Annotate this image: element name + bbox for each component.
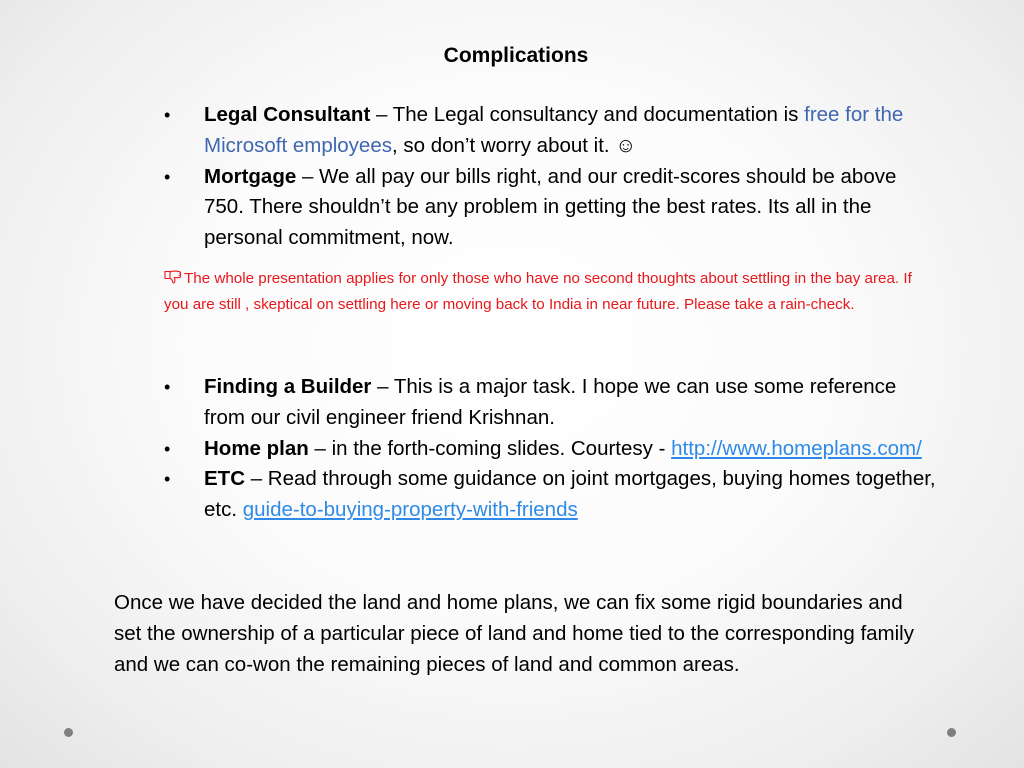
slide-corner-dot-left <box>64 728 73 737</box>
bullet-marker: • <box>164 105 171 125</box>
bullet-marker: • <box>164 166 171 187</box>
thumbs-down-icon <box>164 270 182 284</box>
bullet-term: Finding a Builder <box>204 375 372 398</box>
warning-note <box>164 266 924 317</box>
bullet-legal-consultant <box>160 100 940 162</box>
bullet-list-top <box>160 100 940 254</box>
bullet-text: – The Legal consultancy and documentation is <box>370 103 805 126</box>
bullet-marker: • <box>164 377 171 397</box>
bullet-text-tail: , so don’t worry about it. ☺ <box>391 133 637 157</box>
bullet-text: – in the forth-coming slides. Courtesy - <box>308 436 672 460</box>
bullet-finding-builder <box>160 372 940 434</box>
microsoft-employees-link[interactable]: free for the Microsoft employees <box>204 103 904 157</box>
summary-paragraph: Once we have decided the land and home plans, we can fix some rigid boundaries and set the ownership of a particular piece of land and home tied to the corresponding family and we can co-won the remaining pieces of land and common areas. <box>114 591 914 676</box>
bullet-etc <box>160 464 940 526</box>
bullet-text: – This is a major task. I hope we can use some reference from our civil engineer friend Krishnan. <box>204 375 897 429</box>
bullet-term: Home plan <box>204 436 309 460</box>
bullet-text: – We all pay our bills right, and our credit-scores should be above 750. There shouldn’t be any problem in getting the best rates. Its all in the personal commitment, now. <box>204 164 897 250</box>
bullet-text: – Read through some guidance on joint mortgages, buying homes together, etc. <box>204 467 936 522</box>
buying-property-guide-link[interactable]: guide-to-buying-property-with-friends <box>242 498 578 522</box>
bullet-home-plan <box>160 434 940 465</box>
bullet-list-bottom <box>160 372 940 526</box>
bullet-term: ETC <box>204 467 245 491</box>
bullet-term: Mortgage <box>204 164 297 188</box>
bullet-mortgage <box>160 162 940 254</box>
bullet-marker: • <box>164 469 171 490</box>
bullet-marker: • <box>164 438 171 459</box>
warning-text: The whole presentation applies for only those who have no second thoughts about settling in the bay area. If you are still , skeptical on settling here or moving back to India in near future. Please take a rain-check. <box>164 270 912 313</box>
homeplans-link[interactable]: http://www.homeplans.com/ <box>671 436 922 460</box>
slide-corner-dot-right <box>947 728 956 737</box>
slide-title: Complications <box>443 44 589 67</box>
bullet-term: Legal Consultant <box>204 103 371 126</box>
